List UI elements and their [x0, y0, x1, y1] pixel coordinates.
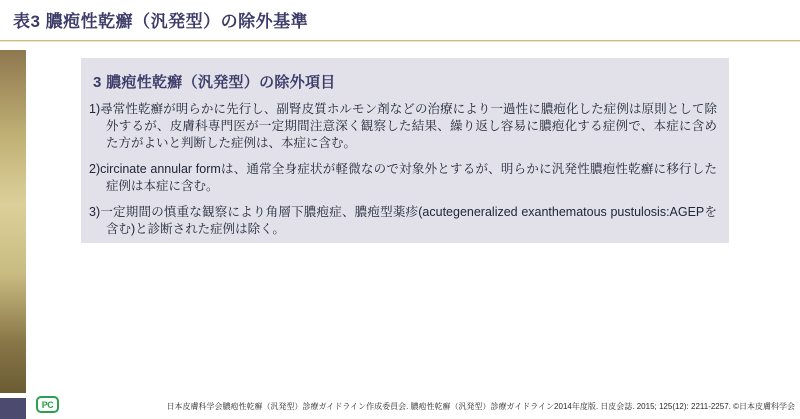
exclusion-item-1 — [89, 101, 717, 152]
page-title: 表3 膿疱性乾癬（汎発型）の除外基準 — [13, 12, 309, 31]
left-bar-footer-block — [0, 398, 26, 419]
box-title: 3 膿疱性乾癬（汎発型）の除外項目 — [93, 74, 336, 91]
pc-logo: PC — [36, 396, 59, 413]
item-2-marker: 2) — [89, 162, 101, 176]
exclusion-item-3 — [89, 204, 717, 238]
header-divider — [0, 40, 800, 42]
item-3-text: 一定期間の慎重な観察により角層下膿疱症、膿疱型薬疹(acutegeneralized exanthematous pustulosis:AGEPを含む)と診断された症例は除く。 — [100, 205, 717, 236]
exclusion-item-2 — [89, 161, 717, 195]
item-1-text: 尋常性乾癬が明らかに先行し、副腎皮質ホルモン剤などの治療により一過性に膿疱化した症例は原則として除外するが、皮膚科専門医が一定期間注意深く観察した結果、繰り返し容易に膿疱化する症例で、本症に含めた方がよいと判断した症例は、本症に含む。 — [100, 102, 717, 150]
exclusion-criteria-box — [81, 58, 729, 243]
item-1-marker: 1) — [89, 102, 101, 116]
item-2-text: circinate annular formは、通常全身症状が軽微なので対象外とするが、明らかに汎発性膿疱性乾癬に移行した症例は本症に含む。 — [100, 162, 717, 193]
footer-citation: 日本皮膚科学会膿疱性乾癬（汎発型）診療ガイドライン作成委員会. 膿疱性乾癬（汎発型）診療ガイドライン2014年度版. 日皮会誌. 2015; 125(12): 2211-2257. ©日本皮膚科学会 — [166, 402, 795, 411]
item-3-marker: 3) — [89, 205, 101, 219]
left-gradient-bar — [0, 50, 26, 393]
